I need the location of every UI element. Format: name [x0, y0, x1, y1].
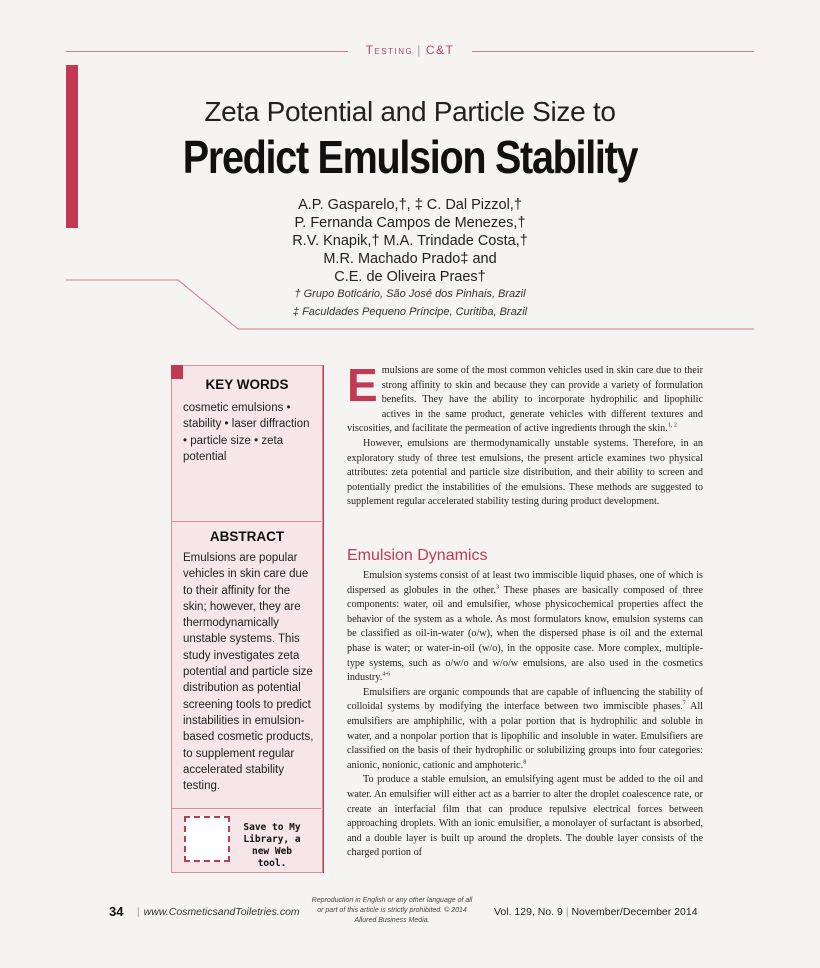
title-line-1: Zeta Potential and Particle Size to: [204, 96, 616, 127]
keywords-text: cosmetic emulsions • stability • laser diffraction • particle size • zeta potential: [183, 402, 310, 463]
reference-marker: 8: [523, 759, 527, 766]
body-column-section: [347, 569, 703, 861]
paragraph-text: These phases are basically composed of three components: water, oil and emulsifier, whose physicochemical properties affect the behavior of the system as a whole. As most formulators know, emulsion systems can be classified as oil-in-water (o/w), when the dispersed phase is oil and the external phase is water; or water-in-oil (w/o), in the opposite case. More complex, multiple-type systems, such as o/w/o and w/o/w emulsions, are also used in the cosmetics industry.: [347, 584, 703, 684]
paragraph-text: mulsions are some of the most common vehicles used in skin care due to their strong affinity to skin and because they can provide a variety of formulation benefits. They have the ability to incorporate hydrophilic and lipophilic actives in the same product, generate vehicles with different textures and viscosities, and facilitate the permeation of active ingredients through the skin.: [347, 365, 703, 435]
paragraph: [347, 569, 703, 686]
author-line: P. Fernanda Campos de Menezes,†: [294, 215, 526, 231]
header-section: Testing: [365, 43, 414, 57]
decorative-rule: [0, 0, 820, 340]
reference-marker: 4-6: [382, 671, 391, 678]
reference-marker: 3: [495, 584, 499, 591]
author-line: R.V. Knapik,† M.A. Trindade Costa,†: [292, 233, 528, 249]
abstract-heading: ABSTRACT: [209, 529, 285, 544]
keywords-heading: KEY WORDS: [205, 377, 289, 392]
issue-info: Vol. 129, No. 9 | November/December 2014: [494, 906, 698, 918]
paragraph: [347, 686, 703, 774]
header-separator: |: [417, 43, 422, 57]
reference-marker: 1, 2: [667, 422, 677, 429]
paragraph: [347, 359, 703, 437]
paragraph: However, emulsions are thermodynamically unstable systems. Therefore, in an exploratory study of three test emulsions, the present article examines two physical attributes: zeta potential and particle size distribution, and their ability to screen and potentially predict the instabilities of the emulsions. These methods are suggested to supplement regular accelerated stability testing during product development.: [347, 437, 703, 508]
paragraph-text: All emulsifiers are amphiphilic, with a polar portion that is hydrophilic and soluble in water, and a nonpolar portion that is lipophilic and insoluble in water. Emulsifiers are classified on the basis of their hydrophilic or solubilizing groups into four categories: anionic, nonionic, cationic and amphoteric.: [347, 701, 703, 771]
paragraph: To produce a stable emulsion, an emulsifying agent must be added to the oil and water. An emulsifier will either act as a barrier to alter the droplet coalescence rate, or create an interfacial film that can produce repulsive electrical forces between approaching droplets. With an ionic emulsifier, a monolayer of surfactant is absorbed, and a double layer is built up around the droplets. The double layer consists of the charged portion of: [347, 774, 703, 859]
footer-url: | www.CosmeticsandToiletries.com: [134, 906, 300, 918]
reference-marker: 7: [682, 700, 686, 707]
affiliation-2: ‡ Faculdades Pequeno Príncipe, Curitiba, Brazil: [292, 306, 528, 318]
volume-number: Vol. 129, No. 9: [494, 906, 563, 918]
issue-date: November/December 2014: [571, 906, 698, 918]
save-to-library-button[interactable]: Save to My Library, a new Web tool.: [243, 822, 301, 869]
affiliation-1: † Grupo Boticário, São José dos Pinhais, Brazil: [294, 288, 526, 300]
paragraph-text: Emulsion systems consist of at least two immiscible liquid phases, one of which is dispersed as globules in the other.: [347, 570, 703, 596]
author-line: C.E. de Oliveira Praes†: [334, 269, 486, 285]
website-link[interactable]: www.CosmeticsandToiletries.com: [143, 906, 300, 918]
paragraph-text: Emulsifiers are organic compounds that are capable of influencing the stability of colloidal systems by modifying the interface between two immiscible phases.: [347, 686, 703, 713]
sidebar-divider: [171, 808, 321, 809]
qr-code-icon[interactable]: [184, 816, 230, 862]
section-heading: Emulsion Dynamics: [347, 547, 488, 564]
page-number: 34: [109, 904, 124, 919]
drop-cap: E: [347, 359, 378, 411]
title-line-2: Predict Emulsion Stability: [182, 131, 638, 183]
author-line: A.P. Gasparelo,†, ‡ C. Dal Pizzol,†: [298, 197, 522, 213]
sidebar-divider: [171, 521, 321, 522]
abstract-text: Emulsions are popular vehicles in skin care due to their affinity for the skin; however, they are thermodynamically unstable systems. This study investigates zeta potential and particle size distribution as potential screening tools to predict instabilities in emulsion-based cosmetic products, to supplement regular accelerated stability testing.: [183, 552, 314, 793]
header-publication: C&T: [425, 43, 455, 57]
author-line: M.R. Machado Prado‡ and: [323, 251, 497, 267]
copyright-note: Reproduction in English or any other language of all or part of this article is strictly prohibited. © 2014 Allured Business Media.: [311, 897, 473, 924]
body-column-intro: [347, 359, 703, 510]
